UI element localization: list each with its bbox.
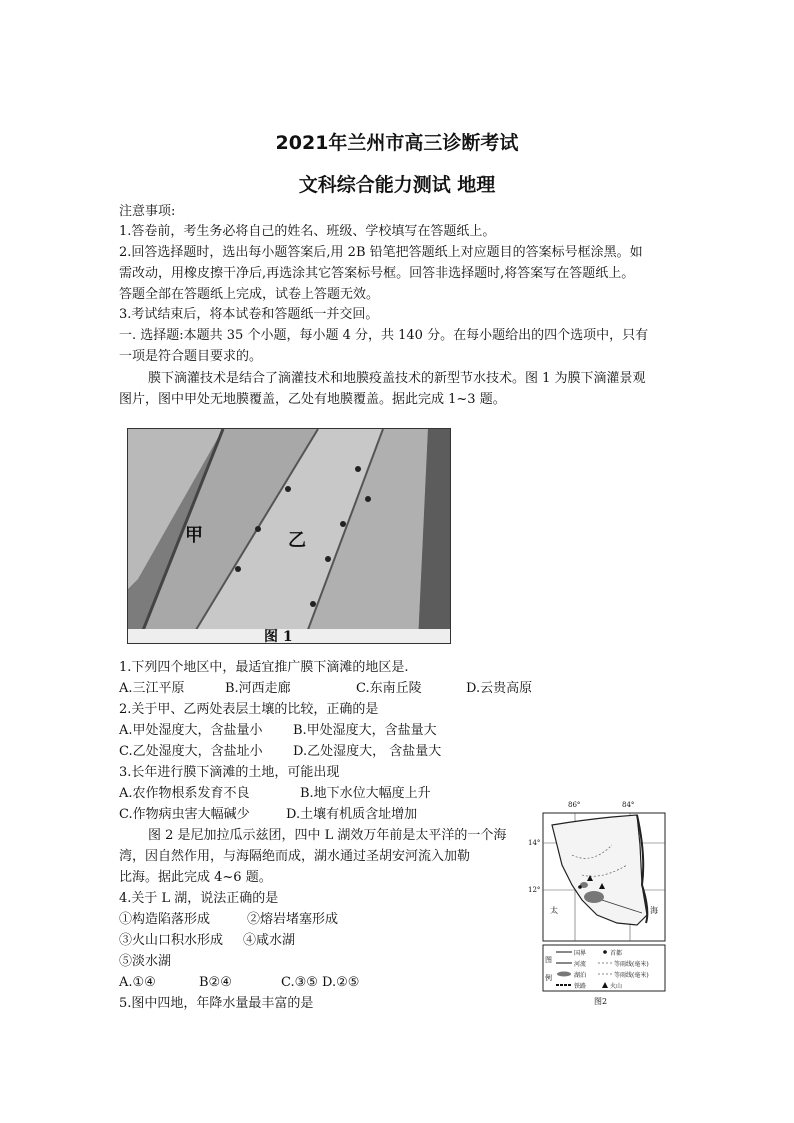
figure1-photo	[127, 428, 451, 644]
passage1-line-1: 膜下滴灌技术是结合了滴灌技术和地膜疫盖技术的新型节水技术。图 1 为膜下滴灌景观	[148, 371, 646, 386]
q4-option-a: A.①④	[119, 975, 156, 990]
notice-line-2: 2.回答选择题时，选出每小题答案后,用 2B 铅笔把答题纸上对应题目的答案标号框涂黑。如	[119, 245, 643, 260]
q4-stem: 4.关于 L 湖，说法正确的是	[119, 891, 279, 906]
legend-isohyet-2: 等雨线(毫米)	[614, 972, 649, 979]
map-sea-left: 太	[550, 906, 558, 915]
map-sea-right: 海	[650, 906, 658, 915]
q2-option-a: A.甲处湿度大，含盐量小	[119, 723, 263, 738]
q4-item-3: ③火山口积水形成	[119, 933, 224, 948]
map-lon-left: 86°	[568, 801, 581, 809]
q3-stem: 3.长年进行膜下滴滩的土地，可能出现	[119, 765, 340, 780]
q3-option-b: B.地下水位大幅度上升	[300, 786, 431, 801]
q2-option-c: C.乙处湿度大，含盐址小	[119, 744, 263, 759]
notice-line-5: 3.考试结束后，将本试卷和答题纸一并交回。	[119, 307, 379, 322]
q2-option-b: B.甲处湿度大，含盐量大	[293, 723, 437, 738]
passage2-line-2: 湾，因自然作用，与海隔绝而成，湖水通过圣胡安河流入加勒	[119, 849, 471, 864]
page-title: 2021年兰州市高三诊断考试	[275, 132, 519, 154]
map-lat-bottom: 12°	[528, 886, 541, 894]
q4-item-4: ④咸水湖	[243, 933, 296, 948]
q3-option-a: A.农作物根系发育不良	[119, 786, 250, 801]
q4-item-1: ①构造陷落形成	[119, 912, 211, 927]
q4-item-5: ⑤淡水湖	[119, 954, 172, 969]
section-line-2: 一项是符合题目要求的。	[119, 349, 263, 364]
notice-line-1: 1.答卷前，考生务必将自己的姓名、班级、学校填写在答题纸上。	[119, 224, 496, 239]
legend-railway: 铁路	[574, 983, 587, 990]
notice-line-4: 答题全部在答题纸上完成，试卷上答题无效。	[119, 287, 380, 302]
passage1-line-2: 图片，图中甲处无地膜覆盖，乙处有地膜覆盖。据此完成 1~3 题。	[119, 392, 506, 407]
legend-title: 图	[545, 956, 552, 964]
section-line-1: 一. 选择题:本题共 35 个小题，每小题 4 分，共 140 分。在每小题给出的四个选项中，只有	[119, 328, 649, 343]
legend-capital: 首都	[610, 950, 623, 957]
legend-border: 国界	[574, 950, 587, 957]
figure1-label-yi: 乙	[288, 530, 306, 551]
q1-option-b: B.河西走廊	[225, 681, 291, 696]
q4-item-2: ②熔岩堵塞形成	[247, 912, 339, 927]
legend-volcano: 火山	[610, 983, 623, 990]
notice-heading: 注意事项:	[119, 204, 176, 219]
figure1-caption: 图 1	[264, 629, 293, 644]
map-lat-top: 14°	[528, 839, 541, 847]
legend-river: 河流	[574, 961, 587, 968]
legend-isohyet-1: 等雨线(毫米)	[614, 961, 649, 968]
q1-option-d: D.云贵高原	[466, 681, 533, 696]
q3-option-c: C.作物病虫害大幅碱少	[119, 807, 250, 822]
q1-option-a: A.三江平原	[119, 681, 185, 696]
q4-option-cd: C.③⑤ D.②⑤	[281, 975, 360, 990]
passage2-line-1: 图 2 是尼加拉瓜示兹团，四中 L 湖效万年前是太平洋的一个海	[148, 828, 507, 843]
map-lon-right: 84°	[622, 801, 635, 809]
passage2-line-3: 比海。据此完成 4~6 题。	[119, 870, 272, 885]
q1-stem: 1.下列四个地区中，最适宜推广膜下滴滩的地区是.	[119, 660, 409, 675]
q2-stem: 2.关于甲、乙两处表层土壤的比较，正确的是	[119, 702, 379, 717]
q2-option-d: D.乙处湿度大， 含盐量大	[293, 744, 442, 759]
figure2-map	[528, 801, 666, 999]
q5-stem: 5.图中四地，年降水量最丰富的是	[119, 996, 314, 1011]
q4-option-b: B②④	[199, 975, 232, 990]
legend-lake: 湖泊	[574, 972, 587, 979]
q1-option-c: C.东南丘陵	[356, 681, 422, 696]
figure1-label-jia: 甲	[185, 525, 203, 546]
notice-line-3: 需改动，用橡皮擦干净后,再选涂其它答案标号框。回答非选择题时,将答案写在答题纸上。	[119, 266, 635, 281]
q3-option-d: D.土壤有机质含址增加	[286, 807, 418, 822]
legend-title-2: 例	[545, 974, 552, 982]
page-subtitle: 文科综合能力测试 地理	[298, 174, 496, 196]
figure2-caption: 图2	[594, 997, 608, 1006]
